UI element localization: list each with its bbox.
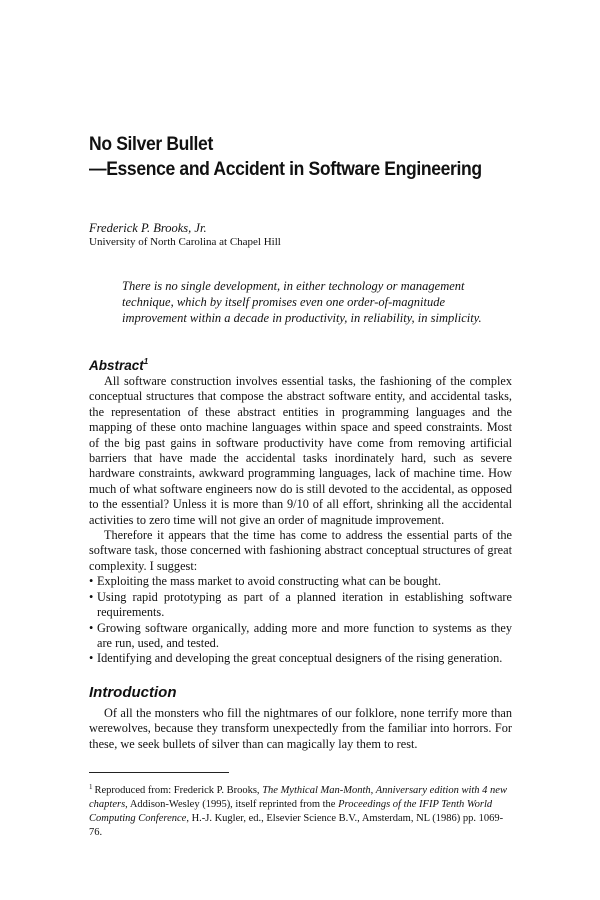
footnote-marker: 1 bbox=[89, 783, 93, 791]
epigraph-line: improvement within a decade in productivity, in reliability, in simplicity. bbox=[122, 311, 482, 325]
list-item: • Growing software organically, adding more and more function to systems as they are run, used, and tested. bbox=[89, 621, 512, 652]
list-item: • Exploiting the mass market to avoid constructing what can be bought. bbox=[89, 574, 512, 589]
footnote-book-title: The Mythical Man-Month, Anniversary edition with 4 new chapters bbox=[89, 785, 507, 810]
paper-title bbox=[89, 132, 482, 182]
list-item: • Using rapid prototyping as part of a planned iteration in establishing software requirements. bbox=[89, 590, 512, 621]
title-line-1: No Silver Bullet bbox=[89, 133, 213, 155]
introduction-body bbox=[89, 706, 512, 752]
abstract-paragraph-1: All software construction involves essential tasks, the fashioning of the complex conceptual structures that compose the abstract software entity, and accidental tasks, the representation of these abstract entities in programming languages and the mapping of these onto machine languages within space and speed constraints. Most of the big past gains in software productivity have come from removing artificial barriers that have made the accidental tasks inordinately hard, such as severe hardware constraints, awkward programming languages, lack of machine time. How much of what software engineers now do is still devoted to the accidental, as opposed to the essential? Unless it is more than 9/10 of all effort, shrinking all the accidental activities to zero time will not give an order of magnitude improvement. bbox=[89, 374, 512, 527]
abstract-heading bbox=[89, 353, 148, 374]
author-affiliation: University of North Carolina at Chapel Hill bbox=[89, 236, 281, 248]
abstract-body bbox=[89, 374, 512, 667]
footnote bbox=[89, 780, 514, 840]
abstract-paragraph-2: Therefore it appears that the time has come to address the essential parts of the software task, those concerned with fashioning abstract conceptual structures of great complexity. I suggest: bbox=[89, 528, 512, 573]
title-line-2: —Essence and Accident in Software Engineering bbox=[89, 158, 482, 180]
list-item: • Identifying and developing the great conceptual designers of the rising generation. bbox=[89, 651, 512, 666]
introduction-heading: Introduction bbox=[89, 684, 177, 701]
footnote-proceedings: Proceedings of the IFIP Tenth World Computing Conference bbox=[89, 799, 493, 824]
footnote-tail: , H.-J. Kugler, ed., Elsevier Science B.V., Amsterdam, NL (1986) pp. 1069-76. bbox=[89, 813, 504, 838]
footnote-divider bbox=[89, 772, 229, 773]
footnote-lead: Reproduced from: Frederick P. Brooks, bbox=[94, 785, 263, 796]
author-name: Frederick P. Brooks, Jr. bbox=[89, 221, 207, 235]
abstract-heading-text: Abstract bbox=[89, 358, 144, 373]
introduction-paragraph: Of all the monsters who fill the nightmares of our folklore, none terrify more than werewolves, because they transform unexpectedly from the familiar into horrors. For these, we seek bullets of silver than can magically lay them to rest. bbox=[89, 706, 512, 751]
footnote-ref[interactable]: 1 bbox=[143, 357, 149, 366]
epigraph-line: technique, which by itself promises even one order-of-magnitude bbox=[122, 295, 446, 309]
epigraph-line: There is no single development, in either technology or management bbox=[122, 279, 465, 293]
epigraph bbox=[122, 278, 482, 326]
suggestion-list bbox=[89, 574, 512, 666]
footnote-publisher: , Addison-Wesley (1995), itself reprinted from the bbox=[125, 799, 339, 810]
